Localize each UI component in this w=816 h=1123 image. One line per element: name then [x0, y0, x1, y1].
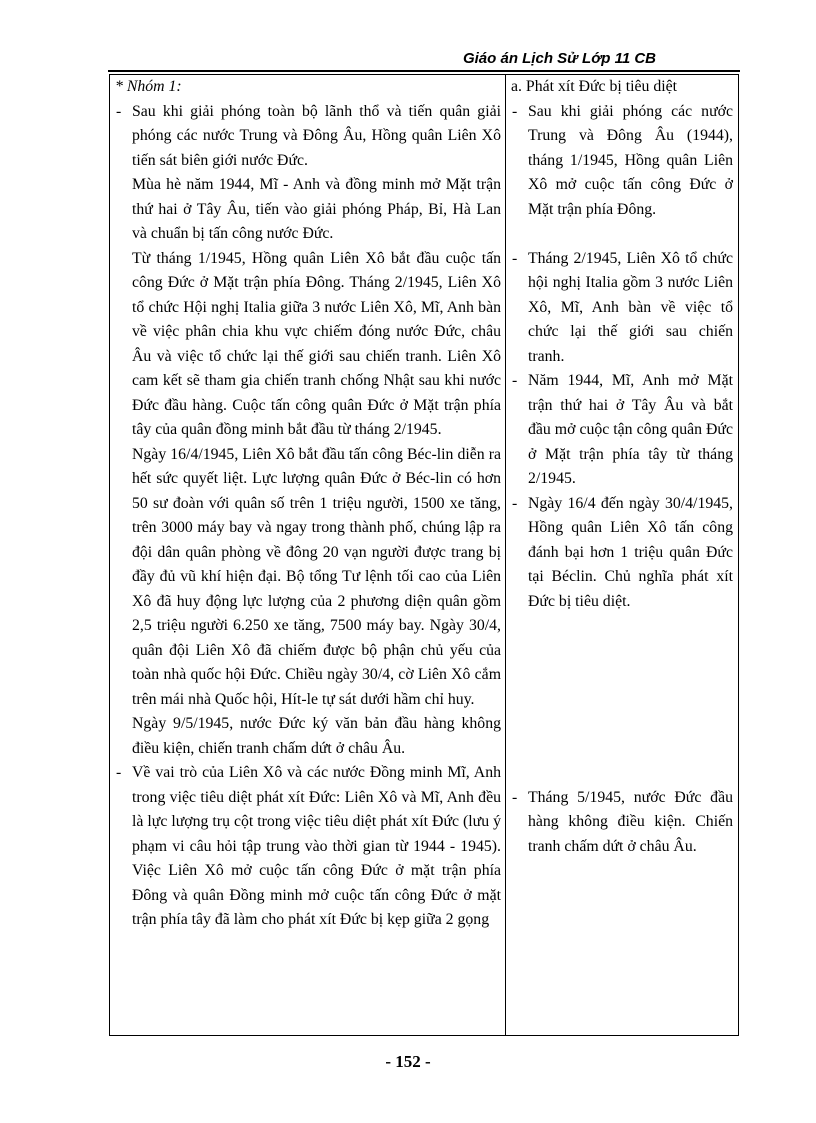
left-item-4: Ngày 16/4/1945, Liên Xô bắt đầu tấn công Béc-lin diễn ra hết sức quyết liệt. Lực lượng quân Đức ở Béc-lin có hơn 50 sư đoàn với quân số trên 1 triệu người, 1500 xe tăng, trên 3000 máy bay và ngay trong thành phố, chúng lập ra đội dân quân phòng về đông 20 vạn người được trang bị đầy đủ vũ khí hiện đại. Bộ tổng Tư lệnh tối cao của Liên Xô đã huy động lực lượng của 2 phương diện quân gồm 2,5 triệu người 6.250 xe tăng, 7500 máy bay. Ngày 30/4, quân đội Liên Xô đã chiếm được bộ phận chủ yếu của toàn nhà quốc hội Đức. Chiều ngày 30/4, cờ Liên Xô cắm trên mái nhà Quốc hội, Hít-le tự sát dưới hầm chỉ huy.	[132, 445, 501, 708]
left-column	[115, 75, 501, 933]
group-title: * Nhóm 1:	[115, 78, 182, 95]
left-item-2: Mùa hè năm 1944, Mĩ - Anh và đồng minh mở Mặt trận thứ hai ở Tây Âu, tiến vào giải phóng Pháp, Bỉ, Hà Lan và chuẩn bị tấn công nước Đức.	[132, 176, 501, 242]
right-item-4: - Ngày 16/4 đến ngày 30/4/1945, Hồng quân Liên Xô tấn công đánh bại hơn 1 triệu quân Đức tại Béclin. Chủ nghĩa phát xít Đức bị tiêu diệt.	[511, 492, 733, 615]
spacer	[511, 614, 733, 786]
left-item-1: - Sau khi giải phóng toàn bộ lãnh thổ và tiến quân giải phóng các nước Trung và Đông Âu, Hồng quân Liên Xô tiến sát biên giới nước Đức.	[115, 100, 501, 174]
page-header-title: Giáo án Lịch Sử Lớp 11 CB	[462, 50, 656, 67]
page-number: - 152 -	[385, 1052, 431, 1071]
spacer	[511, 222, 733, 247]
right-item-2: - Tháng 2/1945, Liên Xô tổ chức hội nghị Italia gồm 3 nước Liên Xô, Mĩ, Anh bàn về việc tổ chức lại thế giới sau chiến tranh.	[511, 247, 733, 370]
column-divider	[505, 75, 506, 1035]
left-item-5: Ngày 9/5/1945, nước Đức ký văn bản đầu hàng không điều kiện, chiến tranh chấm dứt ở châu Âu.	[132, 715, 501, 757]
right-column	[511, 75, 733, 859]
right-item-5: - Tháng 5/1945, nước Đức đầu hàng không điều kiện. Chiến tranh chấm dứt ở châu Âu.	[511, 786, 733, 860]
left-item-6: - Về vai trò của Liên Xô và các nước Đồng minh Mĩ, Anh trong việc tiêu diệt phát xít Đức: Liên Xô và Mĩ, Anh đều là lực lượng trụ cột trong việc tiêu diệt phát xít Đức (lưu ý phạm vi câu hỏi tập trung vào thời gian từ 1944 - 1945). Việc Liên Xô mở cuộc tấn công Đức ở mặt trận phía Đông và quân Đồng minh mở cuộc tấn công Đức ở mặt trận phía tây đã làm cho phát xít Đức bị kẹp giữa 2 gọng	[115, 761, 501, 933]
right-item-1: - Sau khi giải phóng các nước Trung và Đông Âu (1944), tháng 1/1945, Hồng quân Liên Xô mở cuộc tấn công Đức ở Mặt trận phía Đông.	[511, 100, 733, 223]
header-rule	[108, 70, 740, 72]
left-item-3: Từ tháng 1/1945, Hồng quân Liên Xô bắt đầu cuộc tấn công Đức ở Mặt trận phía Đông. Tháng 2/1945, Liên Xô tổ chức Hội nghị Italia giữa 3 nước Liên Xô, Mĩ, Anh bàn về việc phân chia khu vực chiếm đóng nước Đức, châu Âu và việc tổ chức lại thế giới sau chiến tranh. Liên Xô cam kết sẽ tham gia chiến tranh chống Nhật sau khi nước Đức đầu hàng. Cuộc tấn công quân Đức ở Mặt trận phía tây của quân đồng minh bắt đầu từ tháng 2/1945.	[132, 249, 501, 438]
lesson-table	[109, 74, 739, 1036]
right-item-3: - Năm 1944, Mĩ, Anh mở Mặt trận thứ hai ở Tây Âu và bắt đầu mở cuộc tận công quân Đức ở Mặt trận phía tây từ tháng 2/1945.	[511, 369, 733, 492]
right-heading: a. Phát xít Đức bị tiêu diệt	[511, 78, 678, 95]
